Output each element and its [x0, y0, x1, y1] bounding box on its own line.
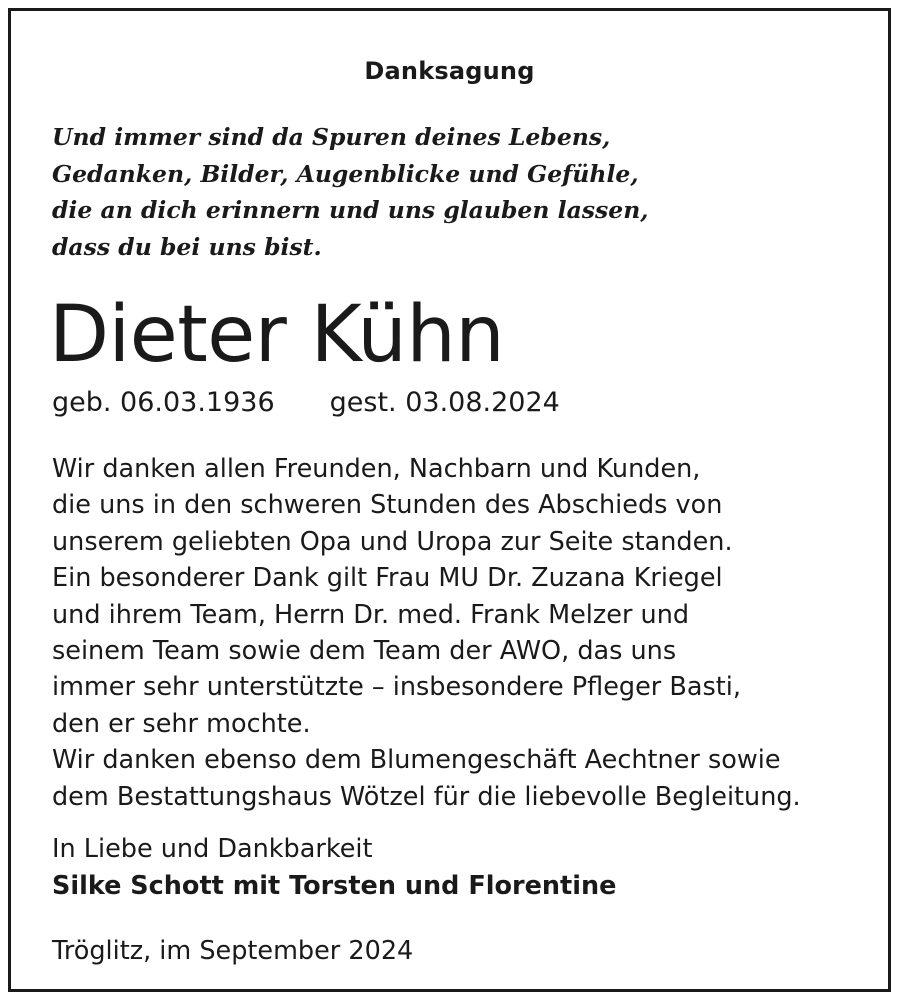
poem-line: Und immer sind da Spuren deines Lebens,: [52, 123, 611, 151]
text-line: Wir danken ebenso dem Blumengeschäft Aechtner sowie: [52, 745, 781, 776]
poem: [52, 119, 648, 265]
signers: Silke Schott mit Torsten und Florentine: [52, 870, 617, 901]
text-line: und ihrem Team, Herrn Dr. med. Frank Melzer und: [52, 599, 690, 630]
birth-date: geb. 06.03.1936: [52, 387, 275, 418]
place-and-date: Tröglitz, im September 2024: [52, 936, 414, 966]
text-line: Wir danken allen Freunden, Nachbarn und Kunden,: [52, 454, 701, 484]
notice-heading: Danksagung: [364, 57, 535, 85]
text-line: die uns in den schweren Stunden des Abschieds von: [52, 490, 723, 521]
thank-you-text: [52, 451, 801, 815]
closing: [52, 831, 616, 904]
poem-line: Gedanken, Bilder, Augenblicke und Gefühle,: [52, 159, 639, 188]
obituary-notice: [8, 8, 891, 992]
text-line: den er sehr mochte.: [52, 708, 311, 739]
text-line: unserem geliebten Opa und Uropa zur Seite standen.: [52, 526, 733, 557]
closing-greeting: In Liebe und Dankbarkeit: [52, 834, 373, 864]
text-line: dem Bestattungshaus Wötzel für die liebevolle Begleitung.: [52, 781, 801, 812]
death-date: gest. 03.08.2024: [329, 387, 560, 418]
poem-line: die an dich erinnern und uns glauben lassen,: [52, 196, 649, 224]
life-dates: [52, 383, 560, 423]
text-line: seinem Team sowie dem Team der AWO, das uns: [52, 636, 677, 667]
poem-line: dass du bei uns bist.: [52, 232, 322, 261]
text-line: Ein besonderer Dank gilt Frau MU Dr. Zuzana Kriegel: [52, 563, 723, 594]
deceased-name: Dieter Kühn: [49, 290, 505, 380]
text-line: immer sehr unterstützte – insbesondere Pfleger Basti,: [52, 672, 741, 703]
